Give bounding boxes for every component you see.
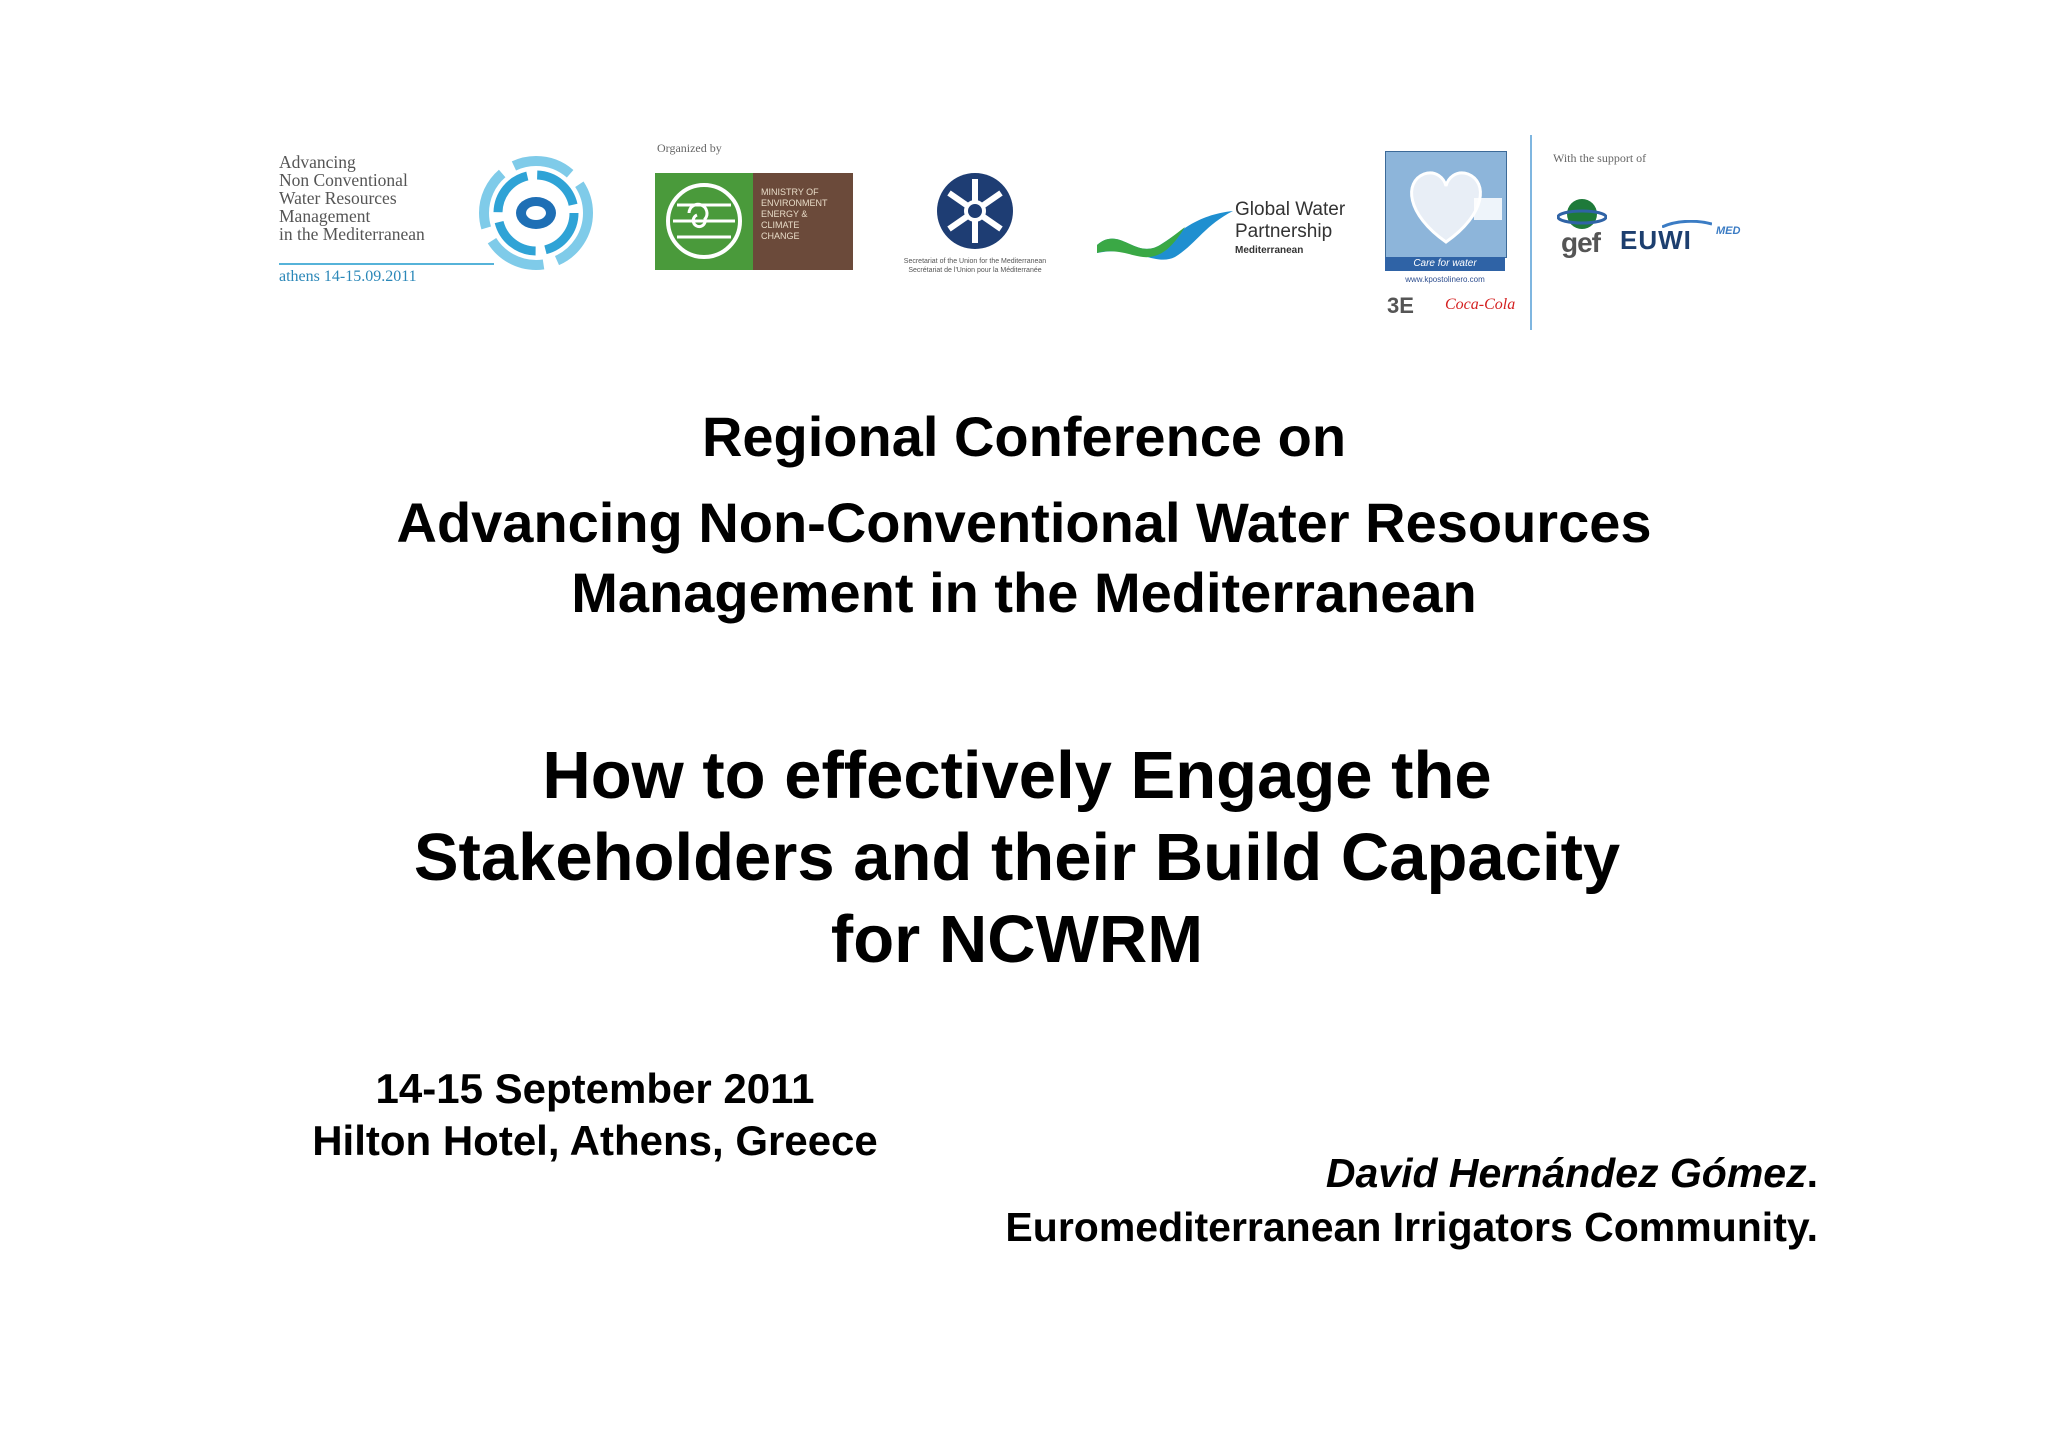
logo-strip: [275, 135, 1755, 335]
organized-by-label: Organized by: [657, 141, 722, 155]
ministry-emblem-icon: [655, 173, 753, 270]
conference-title-line: Advancing Non-Conventional Water Resources: [396, 491, 1652, 554]
speaker-name-punct: .: [1806, 1150, 1818, 1196]
kids-water-logo: [1385, 151, 1516, 321]
ministry-name-line: MINISTRY OF: [761, 187, 819, 197]
globe-icon: [1557, 197, 1607, 231]
gwp-subtitle: Mediterranean: [1235, 245, 1304, 256]
gef-logo: [1553, 197, 1613, 267]
conference-logo-underline: [279, 263, 494, 265]
gwp-name-line: Partnership: [1235, 221, 1333, 242]
conference-logo-line: in the Mediterranean: [279, 224, 425, 244]
talk-title-line: Stakeholders and their Build Capacity: [413, 820, 1621, 895]
logo-divider: [1530, 135, 1532, 330]
ministry-emblem: [655, 173, 753, 270]
conference-title-line: Management in the Mediterranean: [571, 561, 1477, 624]
kids-water-url: www.kpostolinero.com: [1405, 275, 1485, 284]
euwi-med-text: MED: [1716, 225, 1741, 237]
event-venue: Hilton Hotel, Athens, Greece: [312, 1117, 878, 1164]
ministry-name-line: CHANGE: [761, 231, 800, 241]
ministry-logo: [655, 173, 853, 270]
conference-logo-line: Management: [279, 206, 371, 226]
speaker-organization: Euromediterranean Irrigators Community.: [1005, 1204, 1818, 1250]
ufm-caption-line: Secretariat of the Union for the Mediterranean: [903, 258, 1047, 265]
euwi-logo: [1620, 225, 1760, 265]
ministry-name-line: ENVIRONMENT: [761, 198, 828, 208]
water-swirl-icon: [472, 155, 600, 275]
conference-logo-text: [279, 153, 479, 243]
gwp-name-line: Global Water: [1235, 199, 1346, 220]
speaker-name-line: [1005, 1146, 1818, 1200]
event-date: 14-15 September 2011: [375, 1065, 815, 1112]
ministry-name-line: CLIMATE: [761, 220, 800, 230]
conference-heading: Regional Conference on: [701, 405, 1347, 468]
kids-water-caption: Care for water: [1385, 257, 1505, 271]
event-info: [275, 1063, 915, 1167]
gwp-wave-icon: [1095, 205, 1235, 265]
talk-title: [0, 735, 2034, 981]
talk-title-line: for NCWRM: [830, 902, 1204, 977]
talk-title-line: How to effectively Engage the: [542, 738, 1492, 813]
ufm-emblem-icon: [935, 171, 1015, 251]
gwp-name: [1235, 199, 1345, 243]
logo-3e: 3E: [1387, 293, 1414, 318]
ministry-name-line: ENERGY &: [761, 209, 808, 219]
ufm-logo: [875, 171, 1075, 281]
conference-logo-line: Water Resources: [279, 188, 397, 208]
cocacola-logo: Coca-Cola: [1445, 296, 1516, 313]
conference-logo: [279, 153, 609, 313]
conference-logo-line: Advancing: [279, 152, 356, 172]
conference-logo-date: athens 14-15.09.2011: [279, 268, 417, 285]
conference-logo-line: Non Conventional: [279, 170, 408, 190]
gwp-logo: [1095, 195, 1365, 275]
with-support-label: With the support of: [1553, 151, 1647, 165]
gef-text: gef: [1561, 227, 1600, 258]
ufm-caption-line: Secrétariat de l'Union pour la Méditerranée: [908, 267, 1042, 274]
speaker-block: [1005, 1146, 1818, 1254]
heart-icon: [1386, 152, 1506, 257]
euwi-text: EUWI: [1620, 225, 1692, 255]
conference-title: [0, 488, 2048, 628]
kids-water-image: [1385, 151, 1507, 258]
ufm-caption: [875, 257, 1075, 275]
ministry-name: [753, 173, 853, 270]
speaker-name: David Hernández Gómez: [1325, 1150, 1807, 1196]
